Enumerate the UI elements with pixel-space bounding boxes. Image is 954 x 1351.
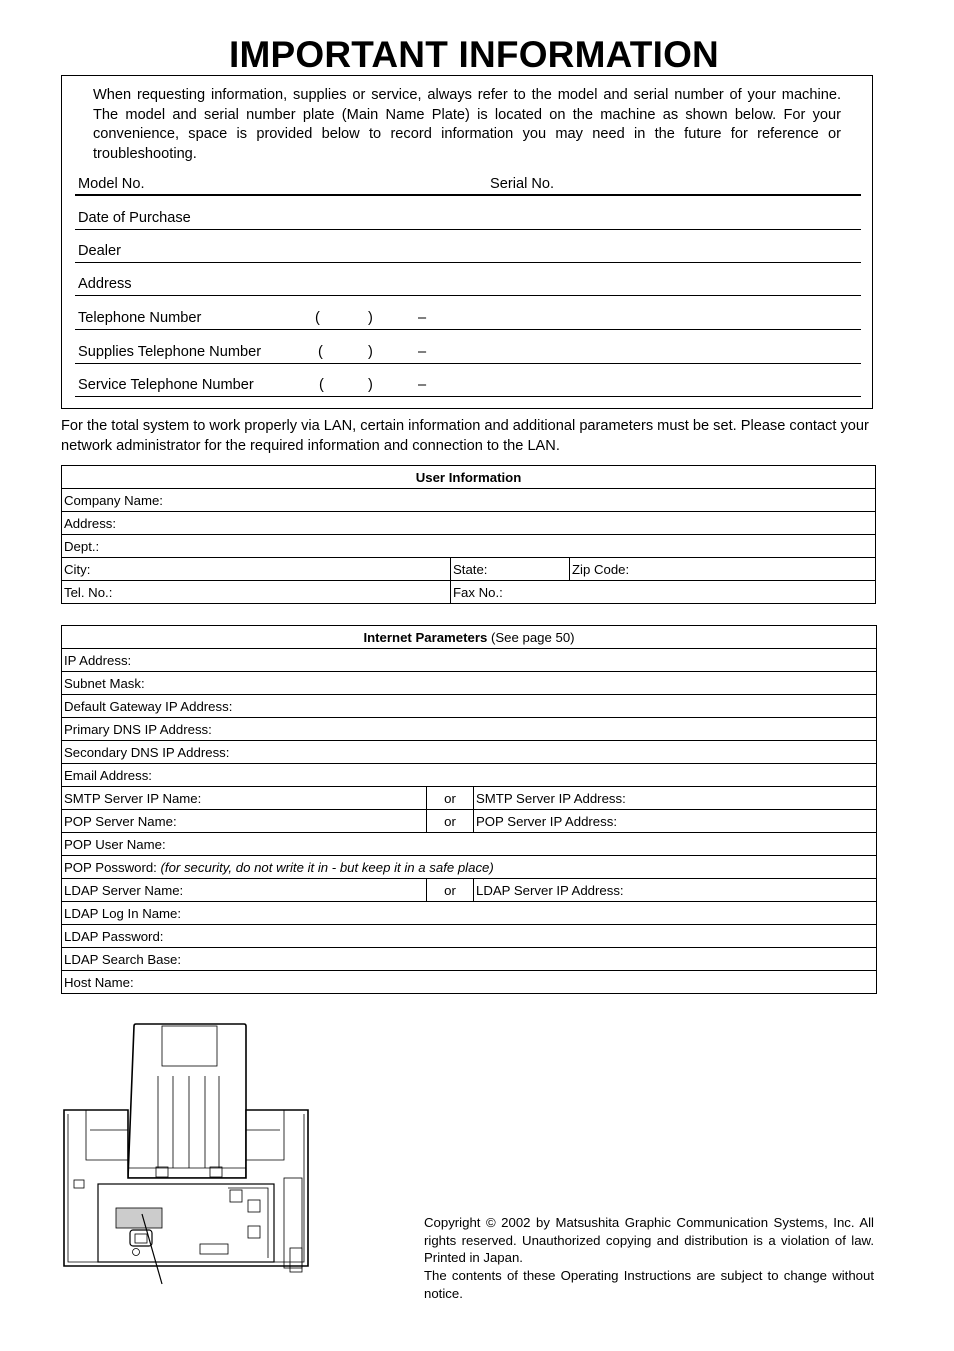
user-address-field[interactable]: Address: (62, 512, 876, 535)
email-address-field[interactable]: Email Address: (62, 764, 877, 787)
open-paren: ( (315, 310, 320, 326)
copyright-notice (424, 1214, 874, 1303)
dealer-label: Dealer (78, 243, 121, 259)
dash: – (418, 310, 427, 326)
fax-no-field[interactable]: Fax No.: (451, 581, 876, 604)
change-notice: The contents of these Operating Instructions are subject to change without notice. (424, 1268, 874, 1301)
supplies-telephone-line (75, 339, 861, 364)
user-info-header: User Information (62, 466, 876, 489)
service-telephone-line (75, 372, 861, 397)
state-field[interactable]: State: (451, 558, 570, 581)
pop-password-note: (for security, do not write it in - but keep it in a safe place) (160, 859, 494, 875)
dash: – (418, 377, 427, 393)
tel-no-field[interactable]: Tel. No.: (62, 581, 451, 604)
host-name-field[interactable]: Host Name: (62, 971, 877, 994)
pop-server-name-field[interactable]: POP Server Name: (62, 810, 427, 833)
or-label: or (427, 810, 474, 833)
intro-paragraph: When requesting information, supplies or service, always refer to the model and serial number of your machine. The model and serial number plate (Main Name Plate) is located on the machine as shown below. For your convenience, space is provided below to record information you may need in the future for reference or troubleshooting. (93, 87, 841, 162)
service-telephone-label: Service Telephone Number (78, 377, 254, 393)
smtp-server-name-field[interactable]: SMTP Server IP Name: (62, 787, 427, 810)
copyright-line: Copyright © 2002 by Matsushita Graphic Communication Systems, Inc. All rights reserved. Unauthorized copying and distribution is a violation of law. Printed in Japan. (424, 1215, 874, 1266)
secondary-dns-field[interactable]: Secondary DNS IP Address: (62, 741, 877, 764)
or-label: or (427, 879, 474, 902)
lan-instructions: For the total system to work properly via LAN, certain information and additional parameters must be set. Please contact your network administrator for the required information and connection to the LAN. (61, 418, 869, 454)
telephone-line (75, 305, 861, 330)
company-name-field[interactable]: Company Name: (62, 489, 876, 512)
or-label: or (427, 787, 474, 810)
page-title: IMPORTANT INFORMATION (229, 34, 719, 75)
subnet-mask-field[interactable]: Subnet Mask: (62, 672, 877, 695)
model-label: Model No. (78, 176, 145, 192)
open-paren: ( (319, 377, 324, 393)
ldap-search-base-field[interactable]: LDAP Search Base: (62, 948, 877, 971)
dealer-line (75, 238, 861, 263)
ldap-password-field[interactable]: LDAP Password: (62, 925, 877, 948)
purchase-label: Date of Purchase (78, 210, 191, 226)
record-info-box (61, 75, 873, 409)
ldap-login-name-field[interactable]: LDAP Log In Name: (62, 902, 877, 925)
machine-rear-illustration (58, 1020, 316, 1288)
smtp-server-ip-field[interactable]: SMTP Server IP Address: (474, 787, 877, 810)
close-paren: ) (368, 344, 373, 360)
internet-parameters-table (61, 625, 877, 994)
telephone-label: Telephone Number (78, 310, 202, 326)
zip-code-field[interactable]: Zip Code: (570, 558, 876, 581)
address-label: Address (78, 276, 132, 292)
model-serial-line (75, 171, 861, 196)
purchase-line (75, 204, 861, 230)
pop-password-field[interactable]: POP Possword: (for security, do not write it in - but keep it in a safe place) (62, 856, 877, 879)
supplies-telephone-label: Supplies Telephone Number (78, 344, 262, 360)
user-information-table (61, 465, 876, 604)
primary-dns-field[interactable]: Primary DNS IP Address: (62, 718, 877, 741)
internet-params-header: Internet Parameters (See page 50) (62, 626, 877, 649)
ldap-server-name-field[interactable]: LDAP Server Name: (62, 879, 427, 902)
city-field[interactable]: City: (62, 558, 451, 581)
close-paren: ) (368, 310, 373, 326)
address-line (75, 271, 861, 296)
open-paren: ( (318, 344, 323, 360)
dash: – (418, 344, 427, 360)
serial-label: Serial No. (490, 176, 555, 192)
pop-server-ip-field[interactable]: POP Server IP Address: (474, 810, 877, 833)
ldap-server-ip-field[interactable]: LDAP Server IP Address: (474, 879, 877, 902)
dept-field[interactable]: Dept.: (62, 535, 876, 558)
default-gateway-field[interactable]: Default Gateway IP Address: (62, 695, 877, 718)
ip-address-field[interactable]: IP Address: (62, 649, 877, 672)
pop-user-name-field[interactable]: POP User Name: (62, 833, 877, 856)
close-paren: ) (368, 377, 373, 393)
